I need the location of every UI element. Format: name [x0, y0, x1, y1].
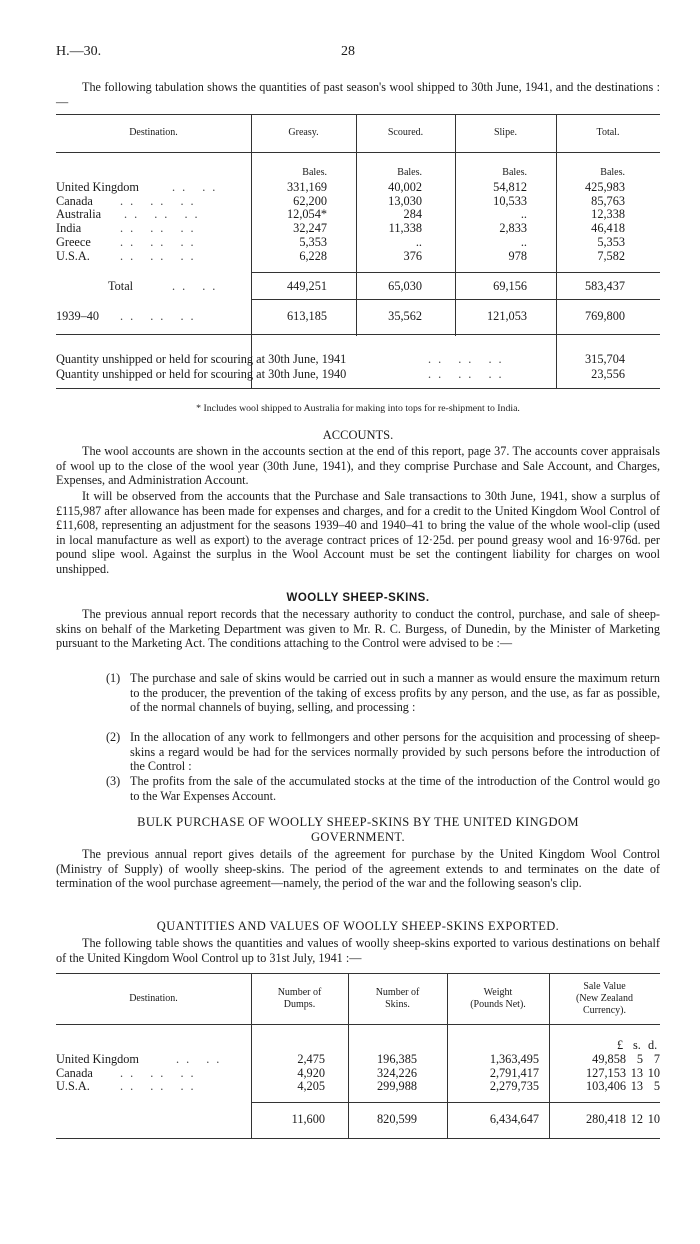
table2-total-pence: 10 [647, 1112, 660, 1126]
table1-row-leader: .. .. [172, 180, 223, 194]
table2-cell-skins: 196,385 [377, 1052, 417, 1066]
table1-cell-slipe: .. [520, 234, 527, 249]
condition-number: (1) [106, 671, 121, 685]
table2-total-top-rule [251, 1102, 660, 1103]
unshipped-1941-label: Quantity unshipped or held for scouring at 30th June, 1941 [56, 352, 347, 366]
table1-cell-slipe: .. [520, 207, 527, 222]
table1-row-leader: .. .. .. [120, 248, 201, 263]
table1-cell-scoured: 376 [403, 248, 422, 263]
table2-header-sale-3: Currency). [582, 1005, 627, 1016]
table2-header-dumps-1: Number of [277, 987, 322, 998]
table1-total-leader: .. .. [172, 279, 223, 293]
table1-header-slipe: Slipe. [493, 127, 518, 138]
table2-header-skins-1: Number of [375, 987, 420, 998]
table1-cell-slipe: 2,833 [499, 221, 527, 236]
table1-prev-total: 769,800 [585, 309, 625, 323]
table1-row-destination: India [56, 221, 82, 236]
table1-prev-greasy: 613,185 [287, 309, 327, 323]
table2-row-leader: .. .. .. [120, 1079, 201, 1094]
table2-cell-pence: 5 [653, 1079, 660, 1094]
table1-row-leader: .. .. .. [120, 193, 201, 208]
table1-cell-greasy: 331,169 [287, 180, 327, 194]
accounts-heading: ACCOUNTS. [322, 428, 394, 442]
table1-total-bottom-rule [251, 299, 660, 300]
table2-row-leader: .. .. [176, 1052, 227, 1066]
intro-paragraph: The following tabulation shows the quantities of past season's wool shipped to 30th June, 1941, and the destinations :— [56, 80, 660, 109]
table1-prev-leader: .. .. .. [120, 309, 201, 323]
table2-cell-shillings: 13 [630, 1065, 643, 1080]
table2-row-leader: .. .. .. [120, 1065, 201, 1080]
table1-header-greasy: Greasy. [288, 127, 319, 138]
table2-cell-skins: 324,226 [377, 1065, 417, 1080]
accounts-paragraph-2: It will be observed from the accounts that the Purchase and Sale transactions to 30th June, 1941, show a surplus of £115,987 after allowance has been made for expenses and charges, and for a credit to the United Kingdom Wool Control of £11,608, representing an adjustment for the seasons 1939–40 and 1940–41 to bring the value of the whole wool-clip (used in local manufacture as well as export) to the average contract prices of 12·25d. per pound greasy wool and 16·976d. per pound slipe wool. Against the surplus in the Wool Account must be set the contingent liability for charges on wool unshipped. [56, 489, 660, 576]
table1-row-destination: Greece [56, 234, 91, 249]
table2-cell-pounds: 49,858 [592, 1052, 626, 1066]
table2-cell-dumps: 2,475 [297, 1052, 325, 1066]
table1-row-destination: Canada [56, 193, 93, 208]
table1-cell-greasy: 6,228 [299, 248, 327, 263]
table1-cell-total: 5,353 [597, 234, 625, 249]
table1-cell-scoured: 13,030 [388, 193, 422, 208]
unshipped-1941-leader: .. .. .. [428, 352, 509, 366]
table1-cell-greasy: 5,353 [299, 234, 327, 249]
table1-row-destination: United Kingdom [56, 180, 139, 194]
table2-total-weight: 6,434,647 [489, 1112, 539, 1126]
table2-header-dumps-2: Dumps. [283, 999, 316, 1010]
condition-text: The profits from the sale of the accumulated stocks at the time of the introduction of the Control would go to the War Expenses Account. [130, 774, 660, 803]
woolly-heading: WOOLLY SHEEP-SKINS. [286, 592, 430, 604]
table1-cell-total: 85,763 [591, 193, 625, 208]
table2-header-destination: Destination. [129, 993, 178, 1004]
table1-unit-total: Bales. [600, 167, 625, 178]
table2-cell-shillings: 13 [630, 1079, 643, 1094]
table2-header-rule [56, 1024, 660, 1025]
table1-total-label: Total [108, 279, 134, 293]
table1-footnote: * Includes wool shipped to Australia for making into tops for re-shipment to India. [196, 403, 520, 414]
report-reference: H.—30. [56, 44, 102, 59]
table1-prev-bottom-rule [56, 334, 660, 335]
table1-total-top-rule [251, 272, 660, 273]
unshipped-1941-value: 315,704 [585, 352, 625, 366]
table1-header-rule [56, 152, 660, 153]
condition-text: In the allocation of any work to fellmongers and other persons for the acquisition and processing of sheep-skins a regard would be had for the services normally provided by such persons before the introduction of the Control : [130, 730, 660, 774]
table1-cell-total: 7,582 [597, 248, 625, 263]
table2-total-pounds: 280,418 [586, 1112, 626, 1126]
table2-cell-weight: 2,279,735 [489, 1079, 539, 1094]
condition-number: (3) [106, 774, 121, 788]
table2-cell-weight: 1,363,495 [489, 1052, 539, 1066]
table1-cell-greasy: 62,200 [293, 193, 327, 208]
table2-total-shillings: 12 [630, 1112, 643, 1126]
woolly-paragraph-1: The previous annual report records that the necessary authority to conduct the control, purchase, and sale of sheep-skins on behalf of the Marketing Department was given to Mr. R. C. Burgess, of Dunedin, by the Minister of Marketing pursuant to the Marketing Act. The conditions attaching to the Control were advised to be :— [56, 607, 660, 651]
table2-cell-skins: 299,988 [377, 1079, 417, 1094]
table2-header-weight-2: (Pounds Net). [470, 999, 526, 1010]
table1-cell-slipe: 54,812 [493, 180, 527, 194]
table2-header-sale-2: (New Zealand [576, 993, 633, 1004]
condition-text: The purchase and sale of skins would be carried out in such a manner as would ensure the maximum return to the producer, the prevention of the taking of excess profits by any person, and the use, as far as possible, of the normal channels of buying, selling, and processing : [130, 671, 660, 715]
bulk-heading-line2: GOVERNMENT. [310, 830, 406, 844]
table2-cell-pounds: 103,406 [586, 1079, 626, 1094]
table1-row-leader: .. .. .. [124, 207, 205, 222]
bulk-paragraph: The previous annual report gives details of the agreement for purchase by the United Kingdom Wool Control (Ministry of Supply) of woolly sheep-skins. The period of the agreement extends to and terminates on the date of termination of the wool purchase agreement—namely, the period of the war and the following season's clip. [56, 847, 660, 891]
table2-cell-dumps: 4,920 [297, 1065, 325, 1080]
table1-top-rule [56, 114, 660, 115]
table2-header-weight-1: Weight [483, 987, 513, 998]
table1-cell-total: 46,418 [591, 221, 625, 236]
bulk-heading-line1: BULK PURCHASE OF WOOLLY SHEEP-SKINS BY THE UNITED KINGDOM [137, 815, 579, 829]
table1-total-scoured: 65,030 [388, 279, 422, 293]
table1-total-greasy: 449,251 [287, 279, 327, 293]
quantities-heading: QUANTITIES AND VALUES OF WOOLLY SHEEP-SKINS EXPORTED. [156, 919, 560, 933]
table1-total-slipe: 69,156 [493, 279, 527, 293]
unshipped-1940-value: 23,556 [591, 367, 625, 381]
table2-unit-shillings: s. [633, 1038, 641, 1052]
table2-unit-pounds: £ [617, 1038, 624, 1052]
table1-header-scoured: Scoured. [387, 127, 424, 138]
condition-number: (2) [106, 730, 121, 744]
table2-cell-dumps: 4,205 [297, 1079, 325, 1094]
table2-row-destination: U.S.A. [56, 1079, 90, 1094]
table1-unit-greasy: Bales. [302, 167, 327, 178]
table2-top-rule [56, 973, 660, 974]
table2-cell-shillings: 5 [636, 1052, 643, 1066]
table1-cell-slipe: 10,533 [493, 193, 527, 208]
table1-bottom-rule [56, 388, 660, 389]
table2-bottom-rule [56, 1138, 660, 1139]
table1-cell-scoured: 40,002 [388, 180, 422, 194]
table1-cell-total: 425,983 [585, 180, 625, 194]
table1-cell-scoured: .. [415, 234, 422, 249]
table2-cell-pence: 10 [647, 1065, 660, 1080]
accounts-paragraph-1: The wool accounts are shown in the accounts section at the end of this report, page 37. The accounts cover appraisals of wool up to the close of the wool year (30th June, 1941), and they comprise Purchase and Sale Account, and Charges, Expenses, and Administration Account. [56, 444, 660, 488]
table1-total-total: 583,437 [585, 279, 625, 293]
table2-row-destination: United Kingdom [56, 1052, 139, 1066]
table1-unit-slipe: Bales. [502, 167, 527, 178]
table2-total-dumps: 11,600 [291, 1112, 325, 1126]
table1-row-destination: Australia [56, 207, 102, 222]
unshipped-1940-label: Quantity unshipped or held for scouring at 30th June, 1940 [56, 367, 347, 381]
table1-header-destination: Destination. [129, 127, 178, 138]
table1-cell-greasy: 12,054* [287, 207, 327, 222]
table1-cell-total: 12,338 [591, 207, 625, 222]
table2-header-skins-2: Skins. [385, 999, 410, 1010]
table1-prev-scoured: 35,562 [388, 309, 422, 323]
quantities-paragraph: The following table shows the quantities and values of woolly sheep-skins exported to various destinations on behalf of the United Kingdom Wool Control up to 31st July, 1941 :— [56, 936, 660, 965]
table2-cell-pence: 7 [653, 1052, 660, 1066]
table2-total-skins: 820,599 [377, 1112, 417, 1126]
table2-cell-pounds: 127,153 [586, 1065, 626, 1080]
table1-row-leader: .. .. .. [120, 234, 201, 249]
table2-row-destination: Canada [56, 1065, 93, 1080]
table1-cell-scoured: 11,338 [388, 221, 422, 236]
table1-cell-scoured: 284 [403, 207, 422, 222]
table1-prev-season-label: 1939–40 [56, 309, 100, 323]
table1-row-destination: U.S.A. [56, 248, 90, 263]
page-number: 28 [341, 44, 355, 59]
table1-cell-slipe: 978 [508, 248, 527, 263]
table2-cell-weight: 2,791,417 [489, 1065, 539, 1080]
table2-unit-pence: d. [648, 1038, 658, 1052]
table2-header-sale-1: Sale Value [583, 981, 626, 992]
table1-row-leader: .. .. .. [120, 221, 201, 236]
table1-cell-greasy: 32,247 [293, 221, 327, 236]
table1-prev-slipe: 121,053 [487, 309, 527, 323]
unshipped-1940-leader: .. .. .. [428, 367, 509, 381]
table1-unit-scoured: Bales. [397, 167, 422, 178]
table1-header-total: Total. [596, 127, 620, 138]
